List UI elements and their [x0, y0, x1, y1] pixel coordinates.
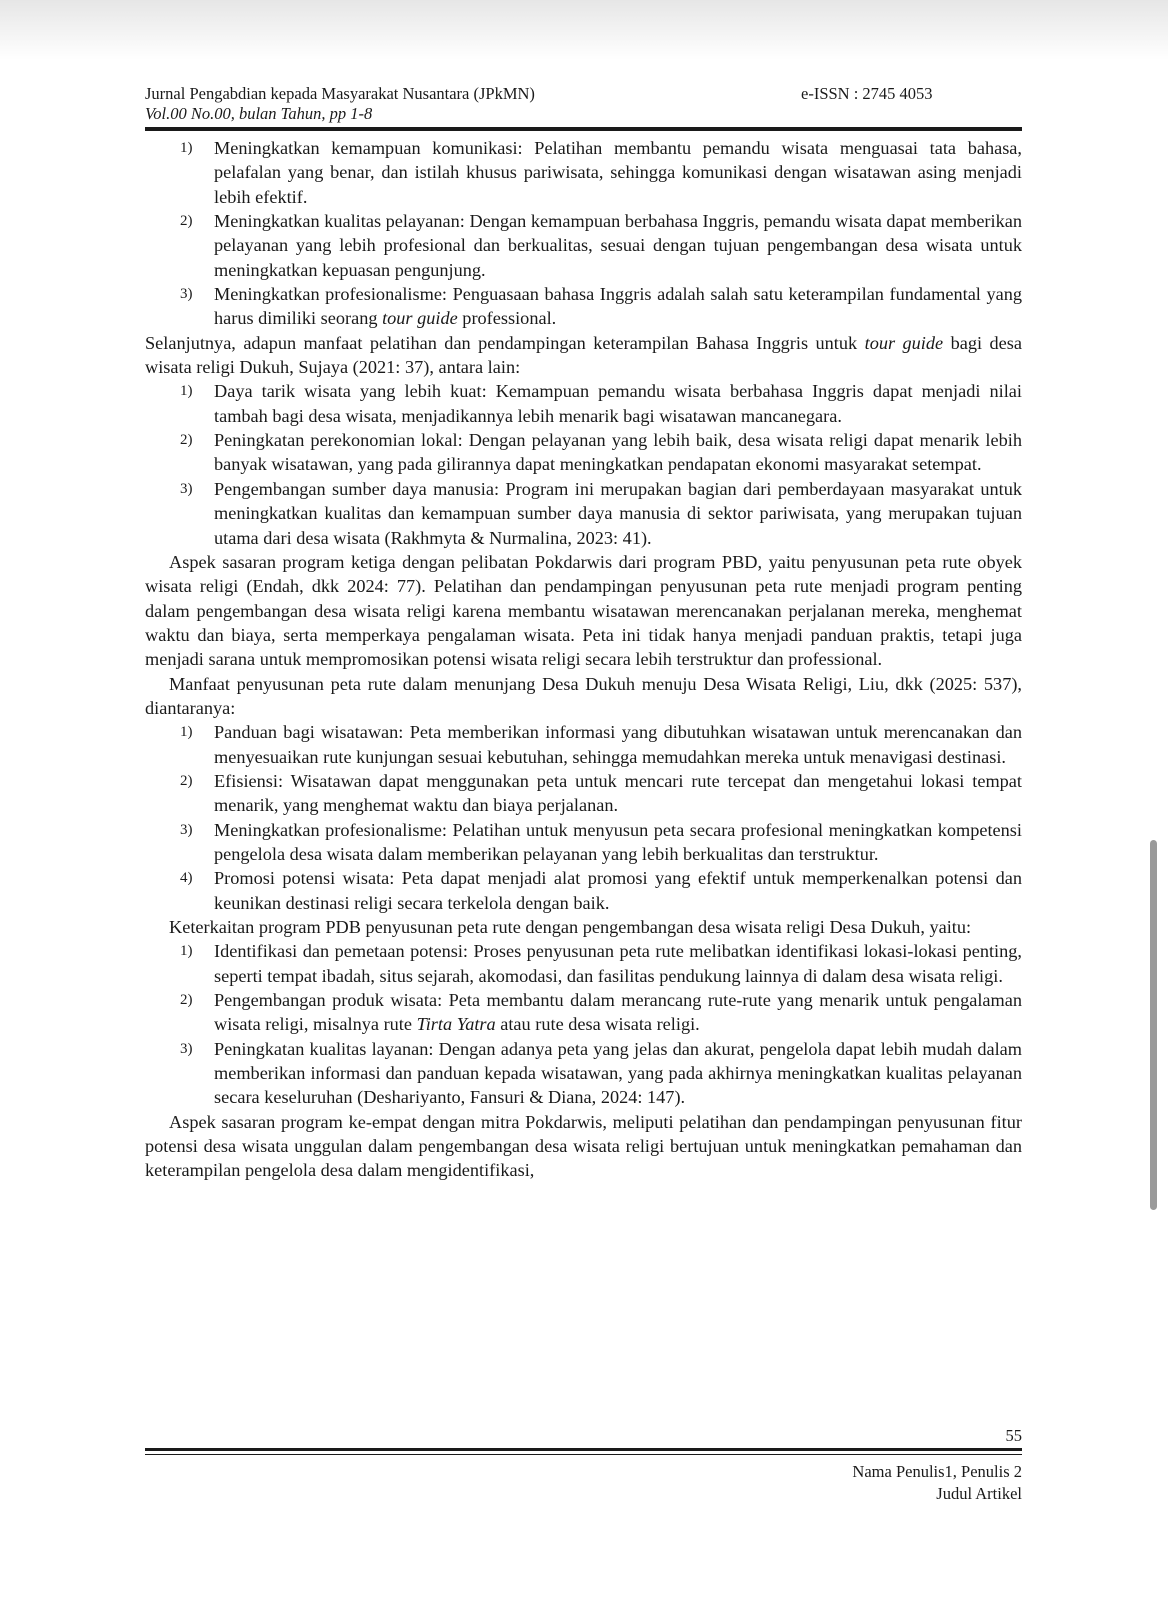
- list-text: Efisiensi: Wisatawan dapat menggunakan peta untuk mencari rute tercepat dan mengetahui lokasi tempat menarik, yang menghemat waktu dan biaya perjalanan.: [214, 770, 1022, 816]
- list-item: [145, 209, 1022, 282]
- list-number: 4): [180, 870, 193, 887]
- list-text: Pengembangan sumber daya manusia: Program ini merupakan bagian dari pemberdayaan masyarakat untuk meningkatkan kualitas dan kemampuan sumber daya manusia di sektor pariwisata, yang merupakan tujuan utama dari desa wisata (Rakhmyta & Nurmalina, 2023: 41).: [214, 478, 1022, 548]
- paragraph: [145, 331, 1022, 380]
- list-text: Panduan bagi wisatawan: Peta memberikan informasi yang dibutuhkan wisatawan untuk merencanakan dan menyesuaikan rute kunjungan sesuai kebutuhan, sehingga memudahkan mereka untuk menavigasi destinasi.: [214, 722, 1022, 767]
- list-number: 3): [180, 1040, 193, 1057]
- list-text: Identifikasi dan pemetaan potensi: Proses penyusunan peta rute melibatkan identifikasi lokasi-lokasi penting, seperti tempat ibadah, situs sejarah, akomodasi, dan fasilitas pendukung lainnya di dalam desa wisata religi.: [214, 941, 1022, 986]
- article-body: [145, 136, 1022, 1183]
- issn: e-ISSN : 2745 4053: [801, 84, 933, 103]
- list-text: Meningkatkan kemampuan komunikasi: Pelatihan membantu pemandu wisata menguasai tata bahasa, pelafalan yang benar, dan istilah khusus pariwisata, sehingga komunikasi dengan wisatawan asing menjadi lebih efektif.: [214, 138, 1022, 207]
- list-map-benefits: [145, 720, 1022, 915]
- list-number: 2): [180, 772, 193, 789]
- list-number: 2): [180, 432, 193, 449]
- list-item: [145, 866, 1022, 915]
- footer-article-title: Judul Artikel: [936, 1484, 1022, 1503]
- list-program-relations: [145, 939, 1022, 1109]
- list-item: [145, 1037, 1022, 1110]
- list-text: atau rute desa wisata religi.: [495, 1014, 700, 1035]
- paragraph: Aspek sasaran program ke-empat dengan mitra Pokdarwis, meliputi pelatihan dan pendampingan penyusunan fitur potensi desa wisata unggulan dalam pengembangan desa wisata religi bertujuan untuk meningkatkan pemahaman dan keterampilan pengelola desa dalam mengidentifikasi,: [145, 1111, 1022, 1181]
- list-text: Meningkatkan kualitas pelayanan: Dengan kemampuan berbahasa Inggris, pemandu wisata dapat memberikan pelayanan yang lebih profesional dan berkualitas, sesuai dengan tujuan pengembangan desa wisata untuk meningkatkan kepuasan pengunjung.: [214, 211, 1022, 280]
- list-number: 1): [180, 943, 193, 960]
- list-item: [145, 769, 1022, 818]
- list-text: Promosi potensi wisata: Peta dapat menjadi alat promosi yang efektif untuk memperkenalkan potensi dan keunikan destinasi religi secara terkelola dengan baik.: [214, 868, 1022, 913]
- list-training-benefits: [145, 379, 1022, 549]
- list-item: [145, 939, 1022, 988]
- list-number: 1): [180, 140, 193, 156]
- list-number: 1): [180, 383, 193, 400]
- list-item: [145, 477, 1022, 550]
- list-number: 3): [180, 286, 193, 303]
- list-item: [145, 988, 1022, 1037]
- list-item: [145, 428, 1022, 477]
- page-number: 55: [1005, 1426, 1022, 1445]
- list-number: 3): [180, 821, 193, 838]
- header-rule: [145, 127, 1022, 131]
- list-item: [145, 282, 1022, 331]
- list-number: 3): [180, 480, 193, 497]
- header-line: [145, 84, 1022, 104]
- list-item: [145, 136, 1022, 209]
- paragraph-text-italic: tour guide: [864, 332, 944, 353]
- list-number: 2): [180, 992, 193, 1009]
- paragraph-text: bagi desa wisata religi Dukuh, Sujaya (2021: 37), antara lain:: [145, 332, 1022, 378]
- list-text: Meningkatkan profesionalisme: Pelatihan untuk menyusun peta secara profesional meningkatkan kompetensi pengelola desa wisata dalam memberikan pelayanan yang lebih berkualitas dan terstruktur.: [214, 819, 1022, 864]
- list-text-italic: Tirta Yatra: [416, 1014, 496, 1035]
- list-text: Pengembangan produk wisata: Peta membantu dalam merancang rute-rute yang menarik untuk pengalaman wisata religi, misalnya rute: [214, 990, 1022, 1035]
- list-communication-benefits: [145, 136, 1022, 331]
- scrollbar-thumb[interactable]: [1150, 840, 1157, 1210]
- footer-authors: Nama Penulis1, Penulis 2: [852, 1462, 1022, 1481]
- paragraph: Aspek sasaran program ketiga dengan pelibatan Pokdarwis dari program PBD, yaitu penyusunan peta rute obyek wisata religi (Endah, dkk 2024: 77). Pelatihan dan pendampingan penyusunan peta rute menjadi program penting dalam pengembangan desa wisata religi karena membantu wisatawan merencanakan perjalanan mereka, menghemat waktu dan biaya, serta memperkaya pengalaman wisata. Peta ini tidak hanya menjadi panduan praktis, tetapi juga menjadi sarana untuk mempromosikan potensi wisata religi secara lebih terstruktur dan professional.: [145, 551, 1022, 670]
- page-header: [145, 84, 1022, 124]
- volume-info: Vol.00 No.00, bulan Tahun, pp 1-8: [145, 104, 373, 123]
- list-number: 1): [180, 724, 193, 741]
- paragraph: Keterkaitan program PDB penyusunan peta rute dengan pengembangan desa wisata religi Desa Dukuh, yaitu:: [169, 917, 972, 937]
- list-item: [145, 818, 1022, 867]
- list-text: Peningkatan kualitas layanan: Dengan adanya peta yang jelas dan akurat, pengelola dapat lebih mudah dalam memberikan informasi dan panduan kepada wisatawan, yang pada akhirnya meningkatkan kualitas pelayanan secara keseluruhan (Deshariyanto, Fansuri & Diana, 2024: 147).: [214, 1038, 1022, 1108]
- list-text-italic: tour guide: [382, 308, 458, 329]
- list-text: Meningkatkan profesionalisme: Penguasaan bahasa Inggris adalah salah satu keterampilan fundamental yang harus dimiliki seorang: [214, 284, 1022, 329]
- journal-name: Jurnal Pengabdian kepada Masyarakat Nusantara (JPkMN): [145, 84, 535, 103]
- list-item: [145, 379, 1022, 428]
- list-item: [145, 720, 1022, 769]
- list-number: 2): [180, 213, 193, 230]
- paragraph-text: Selanjutnya, adapun manfaat pelatihan dan pendampingan keterampilan Bahasa Inggris untuk: [145, 332, 865, 353]
- list-text: professional.: [457, 308, 557, 329]
- top-shadow: [0, 0, 1168, 60]
- paragraph: Manfaat penyusunan peta rute dalam menunjang Desa Dukuh menuju Desa Wisata Religi, Liu, dkk (2025: 537), diantaranya:: [145, 673, 1022, 718]
- list-text: Peningkatan perekonomian lokal: Dengan pelayanan yang lebih baik, desa wisata religi dapat menarik lebih banyak wisatawan, yang pada gilirannya dapat meningkatkan pendapatan ekonomi masyarakat setempat.: [214, 430, 1022, 475]
- list-text: Daya tarik wisata yang lebih kuat: Kemampuan pemandu wisata berbahasa Inggris dapat menjadi nilai tambah bagi desa wisata, menjadikannya lebih menarik bagi wisatawan mancanegara.: [214, 381, 1022, 426]
- footer-rule: [145, 1448, 1022, 1451]
- footer-rule-thin: [145, 1454, 1022, 1455]
